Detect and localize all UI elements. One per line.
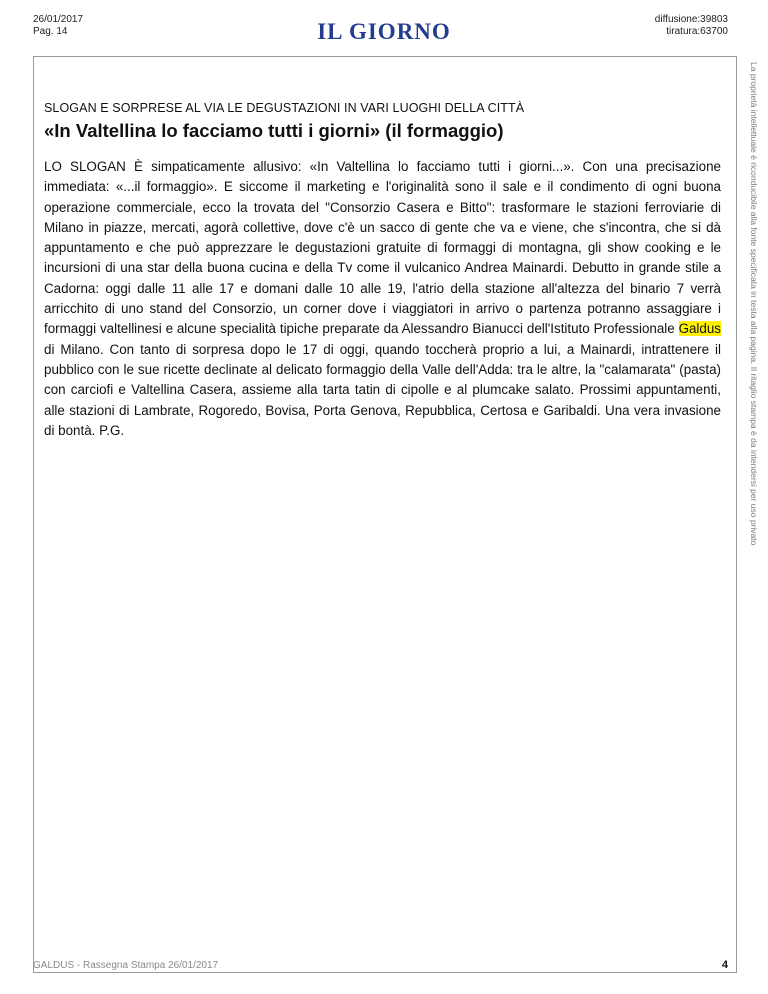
footer-source: GALDUS - Rassegna Stampa 26/01/2017 <box>33 960 219 971</box>
header-tiratura: tiratura:63700 <box>666 26 728 37</box>
header-right <box>655 14 728 38</box>
article-body <box>44 157 721 441</box>
article-title: «In Valtellina lo facciamo tutti i giorni» (il formaggio) <box>44 120 504 141</box>
footer-page-number: 4 <box>721 959 728 971</box>
highlighted-keyword: Galdus <box>678 321 721 337</box>
article-kicker: SLOGAN E SORPRESE AL VIA LE DEGUSTAZIONI IN VARI LUOGHI DELLA CITTÀ <box>44 101 525 115</box>
article-body-part1: LO SLOGAN È simpaticamente allusivo: «In Valtellina lo facciamo tutti i giorni...». Con una precisazione immediata: «...il formaggio». E siccome il marketing e l'originalità sono il sale e il condimento di ogni buona operazione commerciale, ecco la trovata del "Consorzio Casera e Bitto": trasformare le stazioni ferroviarie di Milano in piazze, mercati, agorà collettive, dove c'è un sacco di gente che va e viene, che s'incontra, che si dà appuntamento e che può apprezzare le degustazioni gratuite di formaggi di montagna, gli show cooking e le incursioni di una star della buona cucina e della Tv come il vulcanico Andrea Mainardi. Debutto in grande stile a Cadorna: oggi dalle 11 alle 17 e domani dalle 10 alle 19, l'atrio della stazione all'altezza del binario 7 verrà arricchito di uno stand del Consorzio, un corner dove i viaggiatori in arrivo o partenza potranno assaggiare i formaggi valtellinesi e alcune specialità tipiche preparate da Alessandro Bianucci dell'Istituto Professionale <box>44 159 721 337</box>
article-body-part2: di Milano. Con tanto di sorpresa dopo le 17 di oggi, quando toccherà proprio a lui, a Mainardi, intrattenere il pubblico con le sue ricette declinate al delicato formaggio della Valle dell'Adda: tra le altre, la "calamarata" (pasta) con carciofi e Valtellina Casera, assieme alla tarta tatin di cipolle e al plumcake salato. Prossimi appuntamenti, alle stazioni di Lambrate, Rogoredo, Bovisa, Porta Genova, Repubblica, Certosa e Garibaldi. Una vera invasione di bontà. P.G. <box>44 341 721 438</box>
header-diffusione: diffusione:39803 <box>654 14 728 25</box>
copyright-side-note: La proprietà intellettuale è riconducibile alla fonte specificata in testa alla pagina. Il ritaglio stampa è da intendersi per uso privato <box>749 62 759 546</box>
newspaper-logo: IL GIORNO <box>317 19 451 44</box>
header-date: 26/01/2017 <box>33 14 84 25</box>
header-page: Pag. 14 <box>33 26 68 37</box>
